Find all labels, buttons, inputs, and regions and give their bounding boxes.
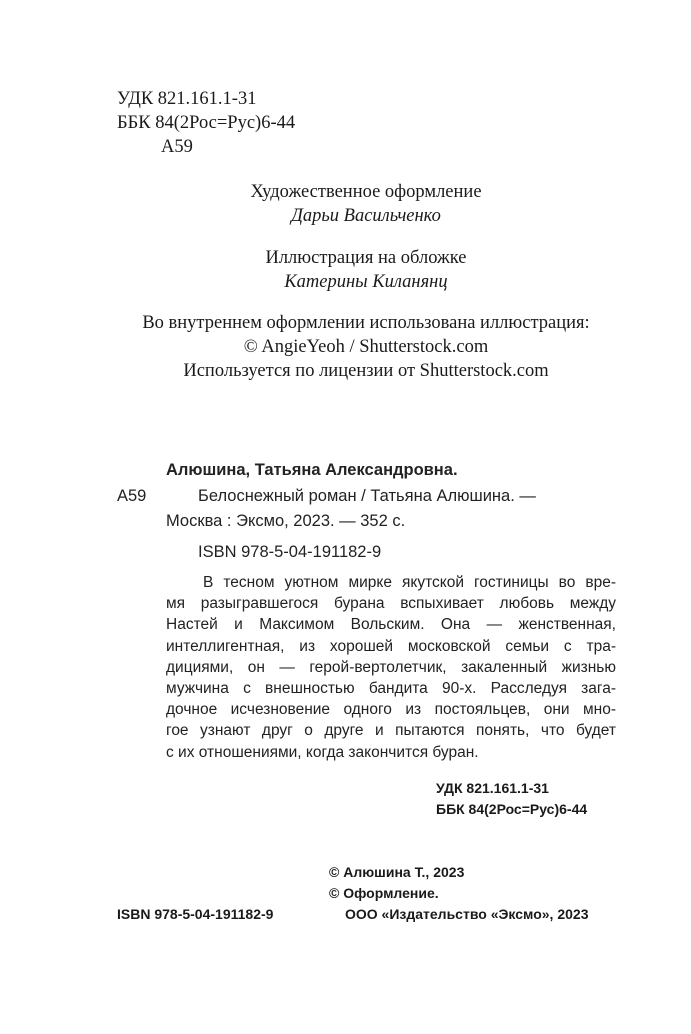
abstract-line: В тесном уютном мирке якутской гостиницы во вре- (203, 574, 616, 591)
copyright-author: © Алюшина Т., 2023 (329, 864, 465, 880)
interior-credit-line2: © AngieYeoh / Shutterstock.com (243, 337, 489, 357)
cover-credit-name: Катерины Киланянц (284, 272, 448, 292)
udk-code: УДК 821.161.1-31 (117, 89, 257, 109)
catalog-udk: УДК 821.161.1-31 (436, 780, 549, 796)
footer-isbn: ISBN 978-5-04-191182-9 (117, 906, 274, 922)
abstract-line: гое узнают друг о друге и пытаются понять, что будет (166, 722, 616, 740)
abstract-line: интеллигентная, из хорошей московской семьи с тра- (166, 637, 616, 655)
abstract-line: мя разыгравшегося бурана вспыхивает любовь между (166, 595, 616, 613)
cover-credit-label: Иллюстрация на обложке (265, 248, 467, 268)
abstract-line: с их отношениями, когда закончится буран. (166, 743, 479, 761)
interior-credit-line3: Используется по лицензии от Shutterstock.com (183, 361, 549, 381)
catalog-title-line1: Белоснежный роман / Татьяна Алюшина. — (198, 487, 536, 505)
copyright-design: © Оформление. (329, 885, 439, 901)
interior-credit-line1: Во внутреннем оформлении использована иллюстрация: (142, 313, 590, 333)
design-credit-label: Художественное оформление (250, 182, 482, 202)
catalog-bbk: ББК 84(2Рос=Рус)6-44 (436, 801, 588, 817)
catalog-author-mark: А59 (117, 487, 147, 505)
catalog-isbn: ISBN 978-5-04-191182-9 (198, 543, 382, 561)
abstract-line: мужчина с внешностью бандита 90-х. Расследуя зага- (166, 680, 616, 698)
design-credit-name: Дарьи Васильченко (291, 206, 441, 226)
publisher-copyright: ООО «Издательство «Эксмо», 2023 (345, 906, 589, 922)
bbk-code: ББК 84(2Рос=Рус)6-44 (117, 113, 296, 133)
abstract-line: Настей и Максимом Вольским. Она — женственная, (166, 616, 616, 634)
author-mark: А59 (161, 137, 193, 157)
abstract-line: дициями, он — герой-вертолетчик, закаленный жизнью (166, 658, 616, 676)
catalog-title-line2: Москва : Эксмо, 2023. — 352 с. (166, 512, 406, 530)
abstract-line: дочное исчезновение одного из постояльцев, они мно- (166, 701, 616, 719)
catalog-abstract (166, 572, 616, 763)
catalog-author: Алюшина, Татьяна Александровна. (166, 461, 458, 479)
